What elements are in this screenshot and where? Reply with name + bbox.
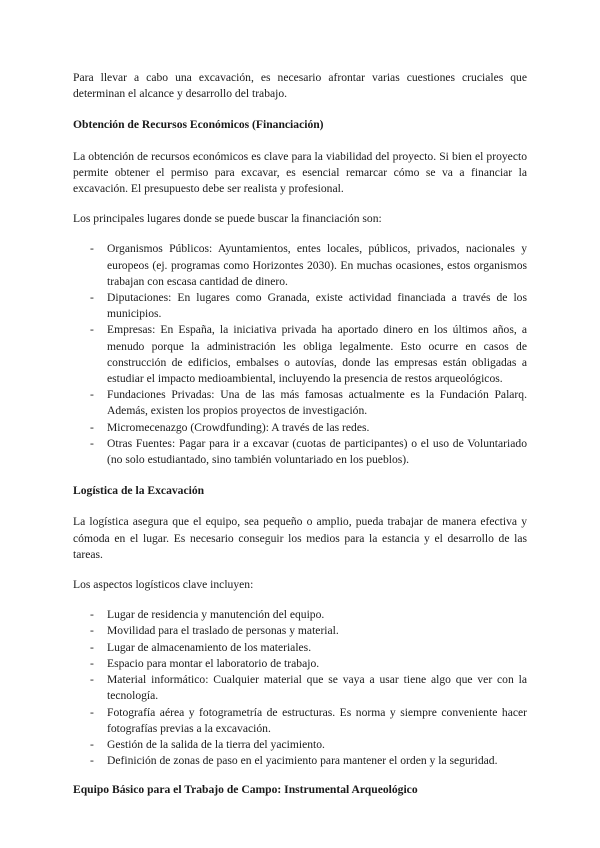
bullet-dash: - bbox=[90, 291, 94, 305]
logistics-heading: Logística de la Excavación bbox=[73, 484, 205, 498]
list-item-text: Micromecenazgo (Crowdfunding): A través de las redes. bbox=[107, 420, 370, 434]
list-item-text: Empresas: En España, la iniciativa privada ha aportado dinero en los últimos años, a menudo porque la administración les obliga legalmente. Esto ocurre en casos de construcción de edificios, embalses o autovías, donde las empresas están obligadas a estudiar el impacto medioambiental, incluyendo la presencia de restos arqueológicos. bbox=[107, 323, 527, 386]
bullet-dash: - bbox=[90, 388, 94, 402]
list-item-text: Fotografía aérea y fotogrametría de estructuras. Es norma y siempre conveniente hacer fotografías previas a la excavación. bbox=[107, 705, 527, 735]
logistics-paragraph: La logística asegura que el equipo, sea pequeño o amplio, pueda trabajar de manera efectiva y cómoda en el lugar. Es necesario conseguir los medios para la estancia y el desarrollo de las tareas. bbox=[73, 515, 527, 561]
list-item bbox=[73, 737, 527, 753]
list-item-text: Gestión de la salida de la tierra del yacimiento. bbox=[107, 737, 325, 751]
list-item bbox=[73, 640, 527, 656]
list-item bbox=[73, 322, 527, 387]
list-item-text: Material informático: Cualquier material que se vaya a usar tiene algo que ver con la tecnología. bbox=[107, 673, 527, 703]
list-item bbox=[73, 656, 527, 672]
list-item-text: Fundaciones Privadas: Una de las más famosas actualmente es la Fundación Palarq. Además, existen los propios proyectos de investigación. bbox=[107, 388, 527, 418]
bullet-dash: - bbox=[90, 737, 94, 751]
bullet-dash: - bbox=[90, 705, 94, 719]
equipment-heading: Equipo Básico para el Trabajo de Campo: Instrumental Arqueológico bbox=[73, 783, 418, 797]
bullet-dash: - bbox=[90, 656, 94, 670]
list-item bbox=[73, 436, 527, 468]
bullet-dash: - bbox=[90, 608, 94, 622]
logistics-list bbox=[73, 607, 527, 769]
list-item-text: Definición de zonas de paso en el yacimiento para mantener el orden y la seguridad. bbox=[107, 754, 498, 768]
list-item bbox=[73, 705, 527, 737]
list-item bbox=[73, 607, 527, 623]
list-item bbox=[73, 290, 527, 322]
financing-list-intro: Los principales lugares donde se puede buscar la financiación son: bbox=[73, 212, 382, 226]
bullet-dash: - bbox=[90, 673, 94, 687]
list-item-text: Diputaciones: En lugares como Granada, existe actividad financiada a través de los municipios. bbox=[107, 291, 527, 321]
list-item bbox=[73, 241, 527, 290]
bullet-dash: - bbox=[90, 624, 94, 638]
list-item bbox=[73, 753, 527, 769]
list-item-text: Organismos Públicos: Ayuntamientos, entes locales, públicos, privados, nacionales y europeos (ej. programas como Horizontes 2030). En muchas ocasiones, estos organismos trabajan con escasa cantidad de dinero. bbox=[107, 242, 527, 288]
bullet-dash: - bbox=[90, 640, 94, 654]
list-item-text: Lugar de almacenamiento de los materiales. bbox=[107, 640, 312, 654]
list-item-text: Lugar de residencia y manutención del equipo. bbox=[107, 608, 325, 622]
financing-list bbox=[73, 241, 527, 468]
intro-paragraph: Para llevar a cabo una excavación, es necesario afrontar varias cuestiones cruciales que determinan el alcance y desarrollo del trabajo. bbox=[73, 71, 527, 101]
financing-heading: Obtención de Recursos Económicos (Financiación) bbox=[73, 118, 324, 132]
list-item bbox=[73, 623, 527, 639]
bullet-dash: - bbox=[90, 242, 94, 256]
list-item bbox=[73, 387, 527, 419]
list-item-text: Espacio para montar el laboratorio de trabajo. bbox=[107, 656, 320, 670]
list-item-text: Movilidad para el traslado de personas y material. bbox=[107, 624, 339, 638]
list-item-text: Otras Fuentes: Pagar para ir a excavar (cuotas de participantes) o el uso de Voluntariado (no solo estudiantado, sino también voluntariado en los pueblos). bbox=[107, 436, 527, 467]
list-item bbox=[73, 420, 527, 436]
logistics-list-intro: Los aspectos logísticos clave incluyen: bbox=[73, 578, 254, 592]
bullet-dash: - bbox=[90, 420, 94, 434]
bullet-dash: - bbox=[90, 436, 94, 450]
bullet-dash: - bbox=[90, 323, 94, 337]
financing-paragraph: La obtención de recursos económicos es clave para la viabilidad del proyecto. Si bien el proyecto permite obtener el permiso para excavar, es esencial remarcar cómo se va a financiar la excavación. El presupuesto debe ser realista y profesional. bbox=[73, 149, 527, 196]
list-item bbox=[73, 672, 527, 704]
bullet-dash: - bbox=[90, 754, 94, 768]
document-page bbox=[73, 70, 527, 799]
